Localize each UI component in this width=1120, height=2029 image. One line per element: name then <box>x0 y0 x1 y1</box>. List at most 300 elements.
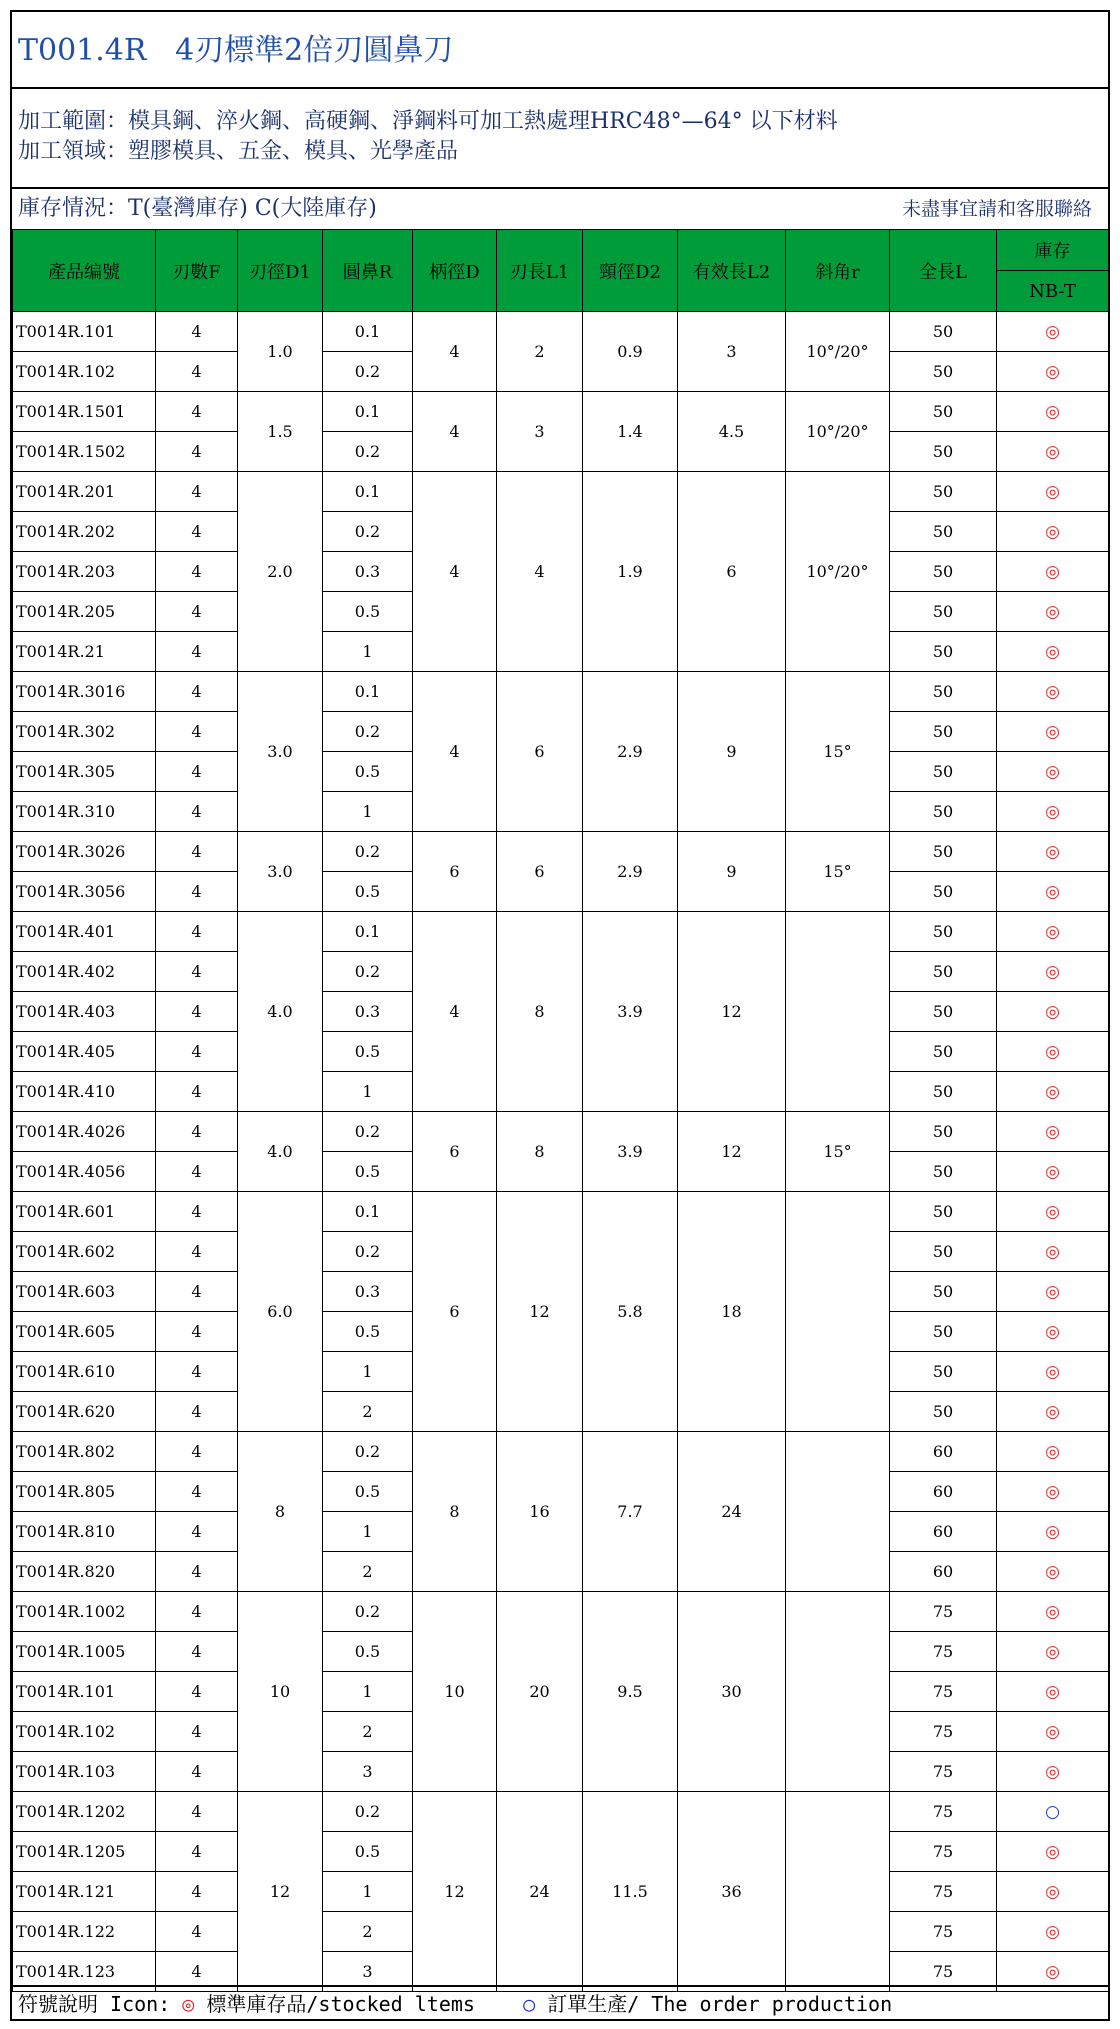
diameter-d1-cell: 10 <box>238 1592 323 1792</box>
stock-cell <box>997 632 1109 672</box>
total-length-cell: 50 <box>890 1272 997 1312</box>
stock-cell <box>997 872 1109 912</box>
radius-cell: 0.2 <box>323 712 413 752</box>
neck-d2-cell: 5.8 <box>583 1192 678 1432</box>
table-row <box>13 912 1109 952</box>
flutes-cell: 4 <box>156 1752 238 1792</box>
radius-cell: 1 <box>323 1512 413 1552</box>
radius-cell: 1 <box>323 792 413 832</box>
total-length-cell: 50 <box>890 712 997 752</box>
total-length-cell: 50 <box>890 1312 997 1352</box>
contact-note: 未盡事宜請和客服聯絡 <box>901 198 1092 220</box>
col-header-d: 柄徑D <box>413 230 497 312</box>
stocked-mark-icon: ◎ <box>1045 1641 1060 1662</box>
stock-cell <box>997 432 1109 472</box>
stock-cell <box>997 1352 1109 1392</box>
table-row <box>13 832 1109 872</box>
product-code-cell: T0014R.202 <box>13 512 156 552</box>
shank-d-cell: 8 <box>413 1432 497 1592</box>
length-l1-cell: 20 <box>497 1592 583 1792</box>
product-code-cell: T0014R.102 <box>13 352 156 392</box>
radius-cell: 2 <box>323 1912 413 1952</box>
stock-cell <box>997 1032 1109 1072</box>
flutes-cell: 4 <box>156 1472 238 1512</box>
total-length-cell: 50 <box>890 592 997 632</box>
stock-cell <box>997 792 1109 832</box>
radius-cell: 0.5 <box>323 592 413 632</box>
stocked-mark-icon: ◎ <box>1045 1721 1060 1742</box>
stocked-mark-icon: ◎ <box>1045 1921 1060 1942</box>
stocked-mark-icon: ◎ <box>1045 1441 1060 1462</box>
shank-d-cell: 4 <box>413 672 497 832</box>
stock-cell <box>997 752 1109 792</box>
length-l1-cell: 4 <box>497 472 583 672</box>
col-header-stock: 庫存 <box>997 230 1109 271</box>
stock-cell <box>997 1552 1109 1592</box>
stocked-mark-icon: ◎ <box>1045 441 1060 462</box>
flutes-cell: 4 <box>156 1792 238 1832</box>
table-row <box>13 1592 1109 1632</box>
radius-cell: 0.2 <box>323 1792 413 1832</box>
stocked-mark-icon: ◎ <box>1045 1041 1060 1062</box>
radius-cell: 0.5 <box>323 1632 413 1672</box>
stock-cell <box>997 1712 1109 1752</box>
flutes-cell: 4 <box>156 472 238 512</box>
product-code-cell: T0014R.610 <box>13 1352 156 1392</box>
table-row <box>13 672 1109 712</box>
col-header-l1: 刃長L1 <box>497 230 583 312</box>
flutes-cell: 4 <box>156 792 238 832</box>
radius-cell: 0.5 <box>323 1472 413 1512</box>
total-length-cell: 75 <box>890 1792 997 1832</box>
stock-cell <box>997 592 1109 632</box>
length-l1-cell: 6 <box>497 832 583 912</box>
stocked-mark-icon: ◎ <box>1045 1321 1060 1342</box>
stock-cell <box>997 1312 1109 1352</box>
product-code-cell: T0014R.305 <box>13 752 156 792</box>
product-code-cell: T0014R.21 <box>13 632 156 672</box>
stocked-mark-icon: ◎ <box>1045 921 1060 942</box>
total-length-cell: 50 <box>890 872 997 912</box>
flutes-cell: 4 <box>156 832 238 872</box>
stocked-mark-icon: ◎ <box>1045 761 1060 782</box>
stock-cell <box>997 1792 1109 1832</box>
total-length-cell: 60 <box>890 1432 997 1472</box>
stock-cell <box>997 1232 1109 1272</box>
radius-cell: 1 <box>323 1352 413 1392</box>
length-l1-cell: 24 <box>497 1792 583 1992</box>
total-length-cell: 50 <box>890 1392 997 1432</box>
length-l1-cell: 16 <box>497 1432 583 1592</box>
product-sheet <box>10 10 1110 2021</box>
shank-d-cell: 4 <box>413 312 497 392</box>
product-code-cell: T0014R.102 <box>13 1712 156 1752</box>
angle-cell: 10°/20° <box>786 392 890 472</box>
product-code-cell: T0014R.1205 <box>13 1832 156 1872</box>
neck-d2-cell: 1.4 <box>583 392 678 472</box>
neck-d2-cell: 9.5 <box>583 1592 678 1792</box>
product-code-cell: T0014R.1002 <box>13 1592 156 1632</box>
angle-cell <box>786 1592 890 1792</box>
stock-cell <box>997 1752 1109 1792</box>
legend <box>12 1985 1108 2021</box>
order-mark-icon: ○ <box>1045 1801 1060 1822</box>
flutes-cell: 4 <box>156 1592 238 1632</box>
flutes-cell: 4 <box>156 1272 238 1312</box>
product-code-cell: T0014R.620 <box>13 1392 156 1432</box>
page-title: T001.4R 4刃標準2倍刃圓鼻刀 <box>12 12 1108 89</box>
stocked-mark-icon: ◎ <box>1045 1361 1060 1382</box>
effective-l2-cell: 36 <box>678 1792 786 1992</box>
diameter-d1-cell: 3.0 <box>238 832 323 912</box>
product-code-cell: T0014R.401 <box>13 912 156 952</box>
stocked-mark-icon: ◎ <box>1045 1761 1060 1782</box>
length-l1-cell: 8 <box>497 912 583 1112</box>
stocked-mark-icon: ◎ <box>1045 1001 1060 1022</box>
radius-cell: 0.1 <box>323 1192 413 1232</box>
neck-d2-cell: 3.9 <box>583 912 678 1112</box>
product-code-cell: T0014R.203 <box>13 552 156 592</box>
radius-cell: 2 <box>323 1392 413 1432</box>
stocked-mark-icon: ◎ <box>1045 961 1060 982</box>
radius-cell: 0.5 <box>323 1032 413 1072</box>
stock-cell <box>997 1192 1109 1232</box>
stock-cell <box>997 1272 1109 1312</box>
product-code-cell: T0014R.310 <box>13 792 156 832</box>
product-code-cell: T0014R.601 <box>13 1192 156 1232</box>
radius-cell: 0.2 <box>323 1592 413 1632</box>
product-code-cell: T0014R.802 <box>13 1432 156 1472</box>
flutes-cell: 4 <box>156 592 238 632</box>
product-code-cell: T0014R.1202 <box>13 1792 156 1832</box>
stock-cell <box>997 1472 1109 1512</box>
shank-d-cell: 12 <box>413 1792 497 1992</box>
stocked-mark-icon: ◎ <box>1045 681 1060 702</box>
scope-section <box>12 89 1108 189</box>
total-length-cell: 50 <box>890 312 997 352</box>
table-row <box>13 1792 1109 1832</box>
flutes-cell: 4 <box>156 1672 238 1712</box>
total-length-cell: 50 <box>890 1232 997 1272</box>
radius-cell: 1 <box>323 1672 413 1712</box>
diameter-d1-cell: 6.0 <box>238 1192 323 1432</box>
product-code-cell: T0014R.3026 <box>13 832 156 872</box>
stock-cell <box>997 1512 1109 1552</box>
product-code-cell: T0014R.403 <box>13 992 156 1032</box>
product-table-body <box>13 312 1109 1992</box>
product-code-cell: T0014R.820 <box>13 1552 156 1592</box>
radius-cell: 3 <box>323 1752 413 1792</box>
flutes-cell: 4 <box>156 1152 238 1192</box>
stock-cell <box>997 1392 1109 1432</box>
total-length-cell: 50 <box>890 1152 997 1192</box>
flutes-cell: 4 <box>156 1952 238 1992</box>
radius-cell: 0.1 <box>323 392 413 432</box>
stocked-mark-icon: ◎ <box>1045 1081 1060 1102</box>
neck-d2-cell: 0.9 <box>583 312 678 392</box>
radius-cell: 0.3 <box>323 992 413 1032</box>
stock-cell <box>997 952 1109 992</box>
total-length-cell: 50 <box>890 912 997 952</box>
stocked-mark-icon: ◎ <box>1045 641 1060 662</box>
flutes-cell: 4 <box>156 712 238 752</box>
stock-cell <box>997 1592 1109 1632</box>
stocked-mark-icon: ◎ <box>1045 521 1060 542</box>
col-header-angle: 斜角r <box>786 230 890 312</box>
total-length-cell: 60 <box>890 1472 997 1512</box>
stocked-mark-icon: ◎ <box>182 1992 195 2016</box>
product-code-cell: T0014R.603 <box>13 1272 156 1312</box>
flutes-cell: 4 <box>156 632 238 672</box>
flutes-cell: 4 <box>156 392 238 432</box>
radius-cell: 2 <box>323 1552 413 1592</box>
total-length-cell: 50 <box>890 512 997 552</box>
flutes-cell: 4 <box>156 952 238 992</box>
total-length-cell: 50 <box>890 1192 997 1232</box>
stocked-mark-icon: ◎ <box>1045 1561 1060 1582</box>
stocked-mark-icon: ◎ <box>1045 1881 1060 1902</box>
total-length-cell: 50 <box>890 1112 997 1152</box>
product-code-cell: T0014R.201 <box>13 472 156 512</box>
total-length-cell: 75 <box>890 1712 997 1752</box>
flutes-cell: 4 <box>156 1312 238 1352</box>
neck-d2-cell: 2.9 <box>583 672 678 832</box>
product-code-cell: T0014R.103 <box>13 1752 156 1792</box>
product-code-cell: T0014R.121 <box>13 1872 156 1912</box>
radius-cell: 0.2 <box>323 952 413 992</box>
legend-stocked-label: 標準庫存品/stocked ltems <box>194 1992 524 2016</box>
col-header-d2: 頸徑D2 <box>583 230 678 312</box>
flutes-cell: 4 <box>156 1392 238 1432</box>
shank-d-cell: 6 <box>413 1192 497 1432</box>
shank-d-cell: 10 <box>413 1592 497 1792</box>
product-code-cell: T0014R.4056 <box>13 1152 156 1192</box>
flutes-cell: 4 <box>156 992 238 1032</box>
scope-field-text: 加工領域：塑膠模具、五金、模具、光學產品 <box>18 139 459 164</box>
total-length-cell: 75 <box>890 1592 997 1632</box>
flutes-cell: 4 <box>156 1032 238 1072</box>
stock-cell <box>997 1432 1109 1472</box>
diameter-d1-cell: 4.0 <box>238 1112 323 1192</box>
product-code-cell: T0014R.122 <box>13 1912 156 1952</box>
product-code-cell: T0014R.302 <box>13 712 156 752</box>
flutes-cell: 4 <box>156 1632 238 1672</box>
diameter-d1-cell: 8 <box>238 1432 323 1592</box>
stocked-mark-icon: ◎ <box>1045 361 1060 382</box>
radius-cell: 0.2 <box>323 832 413 872</box>
stocked-mark-icon: ◎ <box>1045 841 1060 862</box>
product-code-cell: T0014R.1502 <box>13 432 156 472</box>
stocked-mark-icon: ◎ <box>1045 1601 1060 1622</box>
shank-d-cell: 6 <box>413 1112 497 1192</box>
flutes-cell: 4 <box>156 512 238 552</box>
stock-cell <box>997 992 1109 1032</box>
effective-l2-cell: 6 <box>678 472 786 672</box>
shank-d-cell: 6 <box>413 832 497 912</box>
total-length-cell: 75 <box>890 1912 997 1952</box>
neck-d2-cell: 2.9 <box>583 832 678 912</box>
product-code-cell: T0014R.101 <box>13 1672 156 1712</box>
angle-cell: 10°/20° <box>786 472 890 672</box>
effective-l2-cell: 9 <box>678 832 786 912</box>
stock-cell <box>997 1832 1109 1872</box>
effective-l2-cell: 3 <box>678 312 786 392</box>
stocked-mark-icon: ◎ <box>1045 481 1060 502</box>
stocked-mark-icon: ◎ <box>1045 601 1060 622</box>
flutes-cell: 4 <box>156 1192 238 1232</box>
flutes-cell: 4 <box>156 1432 238 1472</box>
product-code-cell: T0014R.101 <box>13 312 156 352</box>
flutes-cell: 4 <box>156 1712 238 1752</box>
stock-cell <box>997 912 1109 952</box>
legend-prefix: 符號說明 Icon: <box>18 1992 183 2016</box>
flutes-cell: 4 <box>156 1072 238 1112</box>
effective-l2-cell: 9 <box>678 672 786 832</box>
shank-d-cell: 4 <box>413 472 497 672</box>
radius-cell: 0.1 <box>323 472 413 512</box>
stocked-mark-icon: ◎ <box>1045 801 1060 822</box>
flutes-cell: 4 <box>156 872 238 912</box>
flutes-cell: 4 <box>156 352 238 392</box>
total-length-cell: 75 <box>890 1872 997 1912</box>
flutes-cell: 4 <box>156 312 238 352</box>
stock-cell <box>997 832 1109 872</box>
flutes-cell: 4 <box>156 432 238 472</box>
effective-l2-cell: 4.5 <box>678 392 786 472</box>
flutes-cell: 4 <box>156 1832 238 1872</box>
diameter-d1-cell: 12 <box>238 1792 323 1992</box>
stock-cell <box>997 1872 1109 1912</box>
total-length-cell: 50 <box>890 752 997 792</box>
stocked-mark-icon: ◎ <box>1045 1281 1060 1302</box>
flutes-cell: 4 <box>156 1112 238 1152</box>
stocked-mark-icon: ◎ <box>1045 1401 1060 1422</box>
stocked-mark-icon: ◎ <box>1045 321 1060 342</box>
table-row <box>13 312 1109 352</box>
neck-d2-cell: 3.9 <box>583 1112 678 1192</box>
product-code-cell: T0014R.402 <box>13 952 156 992</box>
total-length-cell: 50 <box>890 832 997 872</box>
radius-cell: 0.5 <box>323 1152 413 1192</box>
product-code-cell: T0014R.405 <box>13 1032 156 1072</box>
diameter-d1-cell: 2.0 <box>238 472 323 672</box>
flutes-cell: 4 <box>156 912 238 952</box>
total-length-cell: 50 <box>890 992 997 1032</box>
diameter-d1-cell: 1.0 <box>238 312 323 392</box>
table-row <box>13 1112 1109 1152</box>
stock-cell <box>997 512 1109 552</box>
product-table <box>12 229 1109 1992</box>
total-length-cell: 50 <box>890 352 997 392</box>
angle-cell: 15° <box>786 832 890 912</box>
radius-cell: 2 <box>323 1712 413 1752</box>
length-l1-cell: 6 <box>497 672 583 832</box>
total-length-cell: 75 <box>890 1952 997 1992</box>
radius-cell: 1 <box>323 1072 413 1112</box>
radius-cell: 0.1 <box>323 912 413 952</box>
angle-cell <box>786 912 890 1112</box>
angle-cell: 15° <box>786 672 890 832</box>
shank-d-cell: 4 <box>413 912 497 1112</box>
product-code-cell: T0014R.810 <box>13 1512 156 1552</box>
stocked-mark-icon: ◎ <box>1045 561 1060 582</box>
stock-cell <box>997 672 1109 712</box>
total-length-cell: 50 <box>890 1072 997 1112</box>
radius-cell: 0.2 <box>323 512 413 552</box>
product-code-cell: T0014R.605 <box>13 1312 156 1352</box>
length-l1-cell: 2 <box>497 312 583 392</box>
diameter-d1-cell: 3.0 <box>238 672 323 832</box>
length-l1-cell: 12 <box>497 1192 583 1432</box>
flutes-cell: 4 <box>156 1352 238 1392</box>
effective-l2-cell: 12 <box>678 1112 786 1192</box>
flutes-cell: 4 <box>156 1872 238 1912</box>
flutes-cell: 4 <box>156 752 238 792</box>
product-code-cell: T0014R.123 <box>13 1952 156 1992</box>
total-length-cell: 50 <box>890 392 997 432</box>
stock-cell <box>997 352 1109 392</box>
stock-info-text: 庫存情況：T(臺灣庫存) C(大陸庫存) <box>18 196 377 221</box>
stock-cell <box>997 392 1109 432</box>
total-length-cell: 75 <box>890 1672 997 1712</box>
angle-cell: 10°/20° <box>786 312 890 392</box>
stock-cell <box>997 1152 1109 1192</box>
angle-cell <box>786 1792 890 1992</box>
flutes-cell: 4 <box>156 552 238 592</box>
neck-d2-cell: 11.5 <box>583 1792 678 1992</box>
total-length-cell: 50 <box>890 1032 997 1072</box>
total-length-cell: 60 <box>890 1552 997 1592</box>
stock-cell <box>997 472 1109 512</box>
radius-cell: 0.3 <box>323 552 413 592</box>
angle-cell <box>786 1432 890 1592</box>
table-row <box>13 1192 1109 1232</box>
stocked-mark-icon: ◎ <box>1045 1481 1060 1502</box>
flutes-cell: 4 <box>156 1552 238 1592</box>
total-length-cell: 50 <box>890 952 997 992</box>
diameter-d1-cell: 4.0 <box>238 912 323 1112</box>
radius-cell: 0.2 <box>323 1112 413 1152</box>
table-row <box>13 392 1109 432</box>
col-header-flutes: 刃數F <box>156 230 238 312</box>
stock-cell <box>997 312 1109 352</box>
stock-cell <box>997 712 1109 752</box>
radius-cell: 1 <box>323 1872 413 1912</box>
col-header-l2: 有效長L2 <box>678 230 786 312</box>
total-length-cell: 50 <box>890 632 997 672</box>
stocked-mark-icon: ◎ <box>1045 1121 1060 1142</box>
product-code-cell: T0014R.805 <box>13 1472 156 1512</box>
col-header-stock-sub: NB-T <box>997 271 1109 312</box>
neck-d2-cell: 7.7 <box>583 1432 678 1592</box>
shank-d-cell: 4 <box>413 392 497 472</box>
order-mark-icon: ○ <box>523 1992 536 2016</box>
total-length-cell: 50 <box>890 1352 997 1392</box>
angle-cell <box>786 1192 890 1432</box>
total-length-cell: 50 <box>890 672 997 712</box>
radius-cell: 0.5 <box>323 1832 413 1872</box>
length-l1-cell: 8 <box>497 1112 583 1192</box>
radius-cell: 0.2 <box>323 432 413 472</box>
flutes-cell: 4 <box>156 1512 238 1552</box>
stocked-mark-icon: ◎ <box>1045 721 1060 742</box>
stocked-mark-icon: ◎ <box>1045 1201 1060 1222</box>
product-code-cell: T0014R.602 <box>13 1232 156 1272</box>
stock-info-bar <box>12 189 1108 229</box>
product-code-cell: T0014R.3056 <box>13 872 156 912</box>
stocked-mark-icon: ◎ <box>1045 1521 1060 1542</box>
stocked-mark-icon: ◎ <box>1045 1241 1060 1262</box>
